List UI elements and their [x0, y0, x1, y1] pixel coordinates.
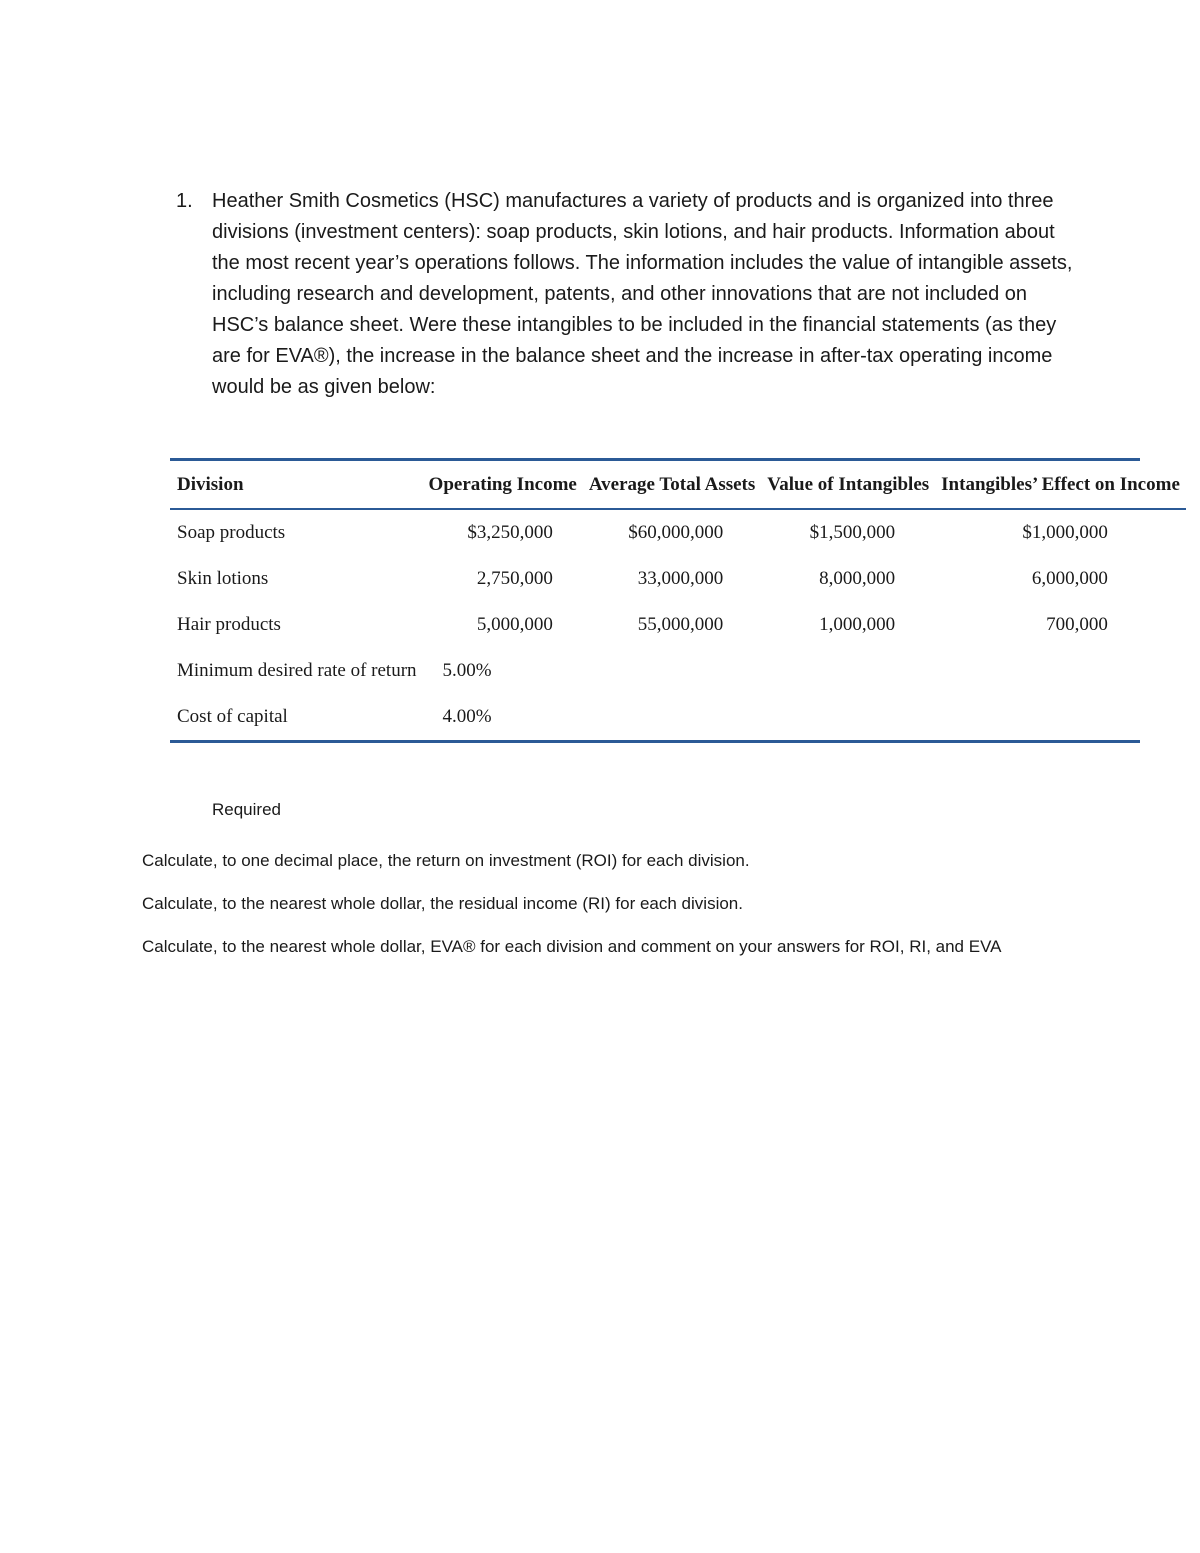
header-average-total-assets: Average Total Assets [583, 461, 761, 509]
cell-operating-income: $3,250,000 [467, 522, 553, 543]
cell-value-of-intangibles: 8,000,000 [819, 568, 896, 589]
rate-value: 5.00% [442, 660, 492, 681]
cell-intangibles-effect: 700,000 [1046, 614, 1108, 635]
required-label: Required [212, 800, 281, 819]
question-text: Heather Smith Cosmetics (HSC) manufactures a variety of products and is organized into three divisions (investment centers): soap products, skin lotions, and hair products. Information about the most recent year’s operations follows. The information includes the value of intangible assets, including research and development, patents, and other innovations that are not included on HSC’s balance sheet. Were these intangibles to be included in the financial statements (as they are for EVA®), the increase in the balance sheet and the increase in after-tax operating income would be as given below: [212, 190, 1073, 398]
cell-division: Hair products [177, 614, 281, 635]
required-list [142, 846, 1072, 975]
rate-label: Minimum desired rate of return [177, 660, 417, 681]
cell-average-total-assets: 55,000,000 [637, 614, 724, 635]
cell-average-total-assets: 33,000,000 [637, 568, 724, 589]
table-row-rate [170, 694, 1186, 740]
cell-operating-income: 2,750,000 [476, 568, 553, 589]
table-row [170, 509, 1186, 556]
data-table [170, 461, 1186, 740]
cell-value-of-intangibles: $1,500,000 [809, 522, 896, 543]
cell-division: Soap products [177, 522, 286, 543]
required-item: Calculate, to the nearest whole dollar, the residual income (RI) for each division. [142, 894, 743, 913]
division-data-table [170, 458, 1180, 743]
required-item: Calculate, to the nearest whole dollar, EVA® for each division and comment on your answers for ROI, RI, and EVA [142, 937, 1002, 956]
header-operating-income: Operating Income [423, 461, 583, 509]
cell-value-of-intangibles: 1,000,000 [819, 614, 896, 635]
header-value-of-intangibles: Value of Intangibles [761, 461, 935, 509]
cell-intangibles-effect: 6,000,000 [1031, 568, 1108, 589]
cell-operating-income: 5,000,000 [476, 614, 553, 635]
table-row-rate [170, 648, 1186, 694]
header-intangibles-effect: Intangibles’ Effect on Income [935, 461, 1186, 509]
table-row [170, 556, 1186, 602]
question-block [176, 186, 1076, 403]
header-division: Division [170, 461, 423, 509]
question-number: 1. [176, 190, 193, 212]
cell-average-total-assets: $60,000,000 [628, 522, 724, 543]
table-header-row [170, 461, 1186, 509]
rate-label: Cost of capital [177, 706, 288, 727]
cell-intangibles-effect: $1,000,000 [1022, 522, 1108, 543]
required-item: Calculate, to one decimal place, the return on investment (ROI) for each division. [142, 851, 750, 870]
table-row [170, 602, 1186, 648]
cell-division: Skin lotions [177, 568, 269, 589]
rate-value: 4.00% [442, 706, 492, 727]
